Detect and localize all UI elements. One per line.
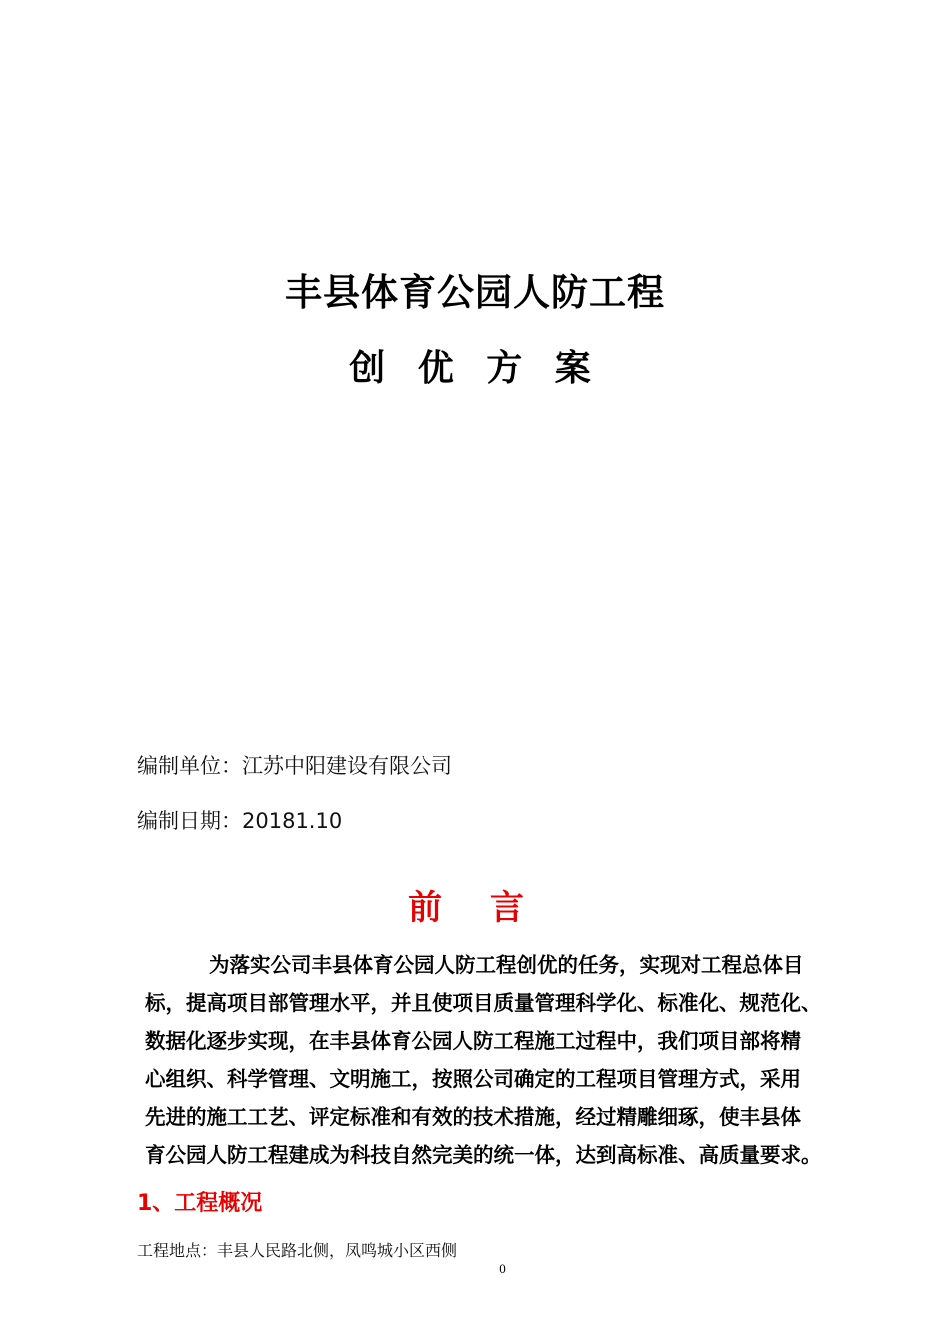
document-subtitle: 创 优 方 案 bbox=[349, 348, 601, 389]
preface-paragraph bbox=[145, 946, 875, 1174]
preface-line: 标，提高项目部管理水平，并且使项目质量管理科学化、标准化、规范化、 bbox=[145, 991, 822, 1015]
preface-line: 心组织、科学管理、文明施工，按照公司确定的工程项目管理方式，采用 bbox=[145, 1067, 801, 1091]
compiling-date-line bbox=[137, 805, 342, 835]
preface-line: 数据化逐步实现，在丰县体育公园人防工程施工过程中，我们项目部将精 bbox=[145, 1029, 801, 1053]
compiling-unit-value: 江苏中阳建设有限公司 bbox=[242, 754, 452, 778]
preface-line: 为落实公司丰县体育公园人防工程创优的任务，实现对工程总体目 bbox=[209, 953, 804, 977]
project-location-line: 工程地点：丰县人民路北侧，凤鸣城小区西侧 bbox=[137, 1241, 458, 1260]
compiling-date-value: 20181.10 bbox=[242, 809, 343, 833]
compiling-date-label: 编制日期： bbox=[137, 809, 242, 833]
preface-heading: 前 言 bbox=[408, 888, 542, 928]
preface-line: 先进的施工工艺、评定标准和有效的技术措施，经过精雕细琢，使丰县体 bbox=[145, 1105, 801, 1129]
compiling-unit-line bbox=[137, 750, 452, 780]
document-title: 丰县体育公园人防工程 bbox=[285, 271, 665, 314]
compiling-unit-label: 编制单位： bbox=[137, 754, 242, 778]
page-number: 0 bbox=[499, 1261, 506, 1276]
section-heading-project-overview: 1、工程概况 bbox=[137, 1191, 263, 1216]
preface-line: 育公园人防工程建成为科技自然完美的统一体，达到高标准、高质量要求。 bbox=[145, 1143, 822, 1167]
